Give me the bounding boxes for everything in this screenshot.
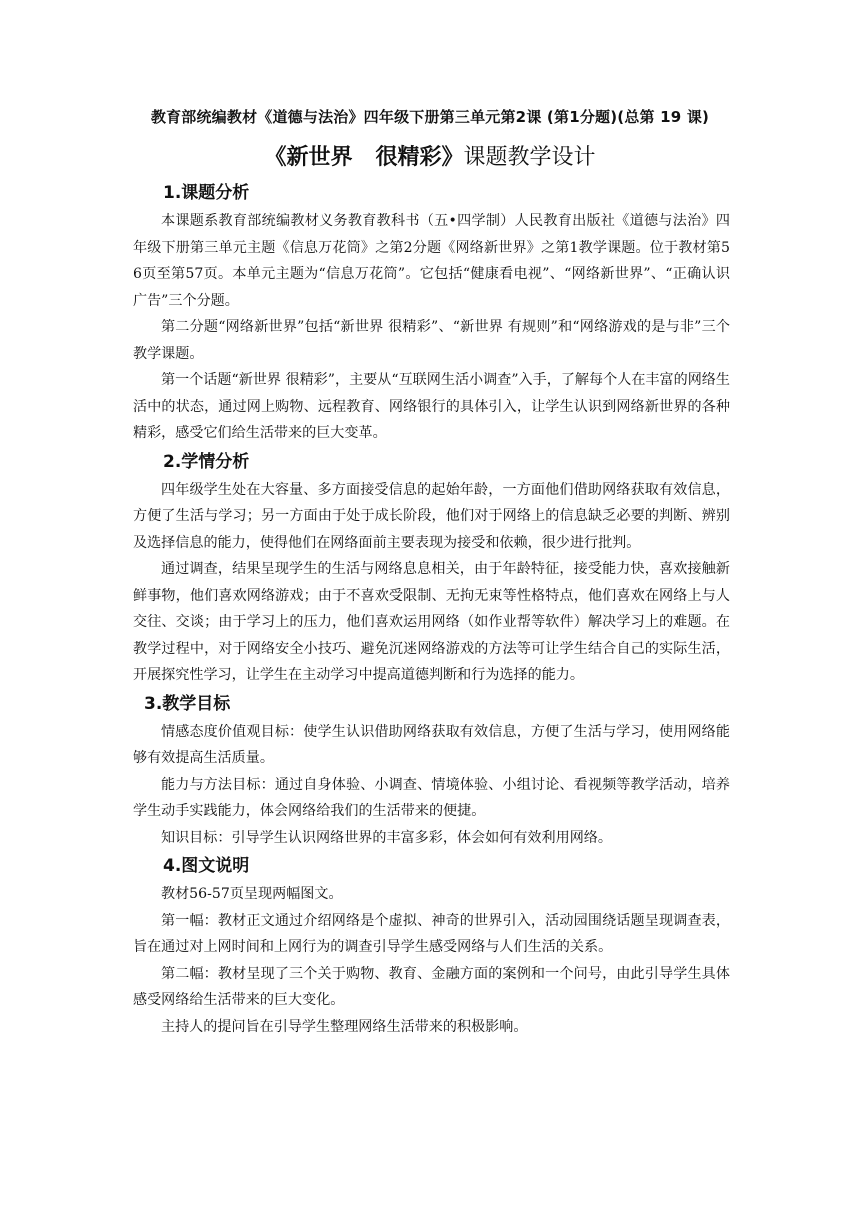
paragraph: 第一个话题“新世界 很精彩”，主要从“互联网生活小调查”入手，了解每个人在丰富的网络生活中的状态，通过网上购物、远程教育、网络银行的具体引入，让学生认识到网络新世界的各种精彩，感受它们给生活带来的巨大变革。 (133, 372, 730, 441)
document-title-suffix: 课题教学设计 (463, 145, 596, 170)
section-heading: 4.图文说明 (163, 856, 250, 876)
paragraph: 四年级学生处在大容量、多方面接受信息的起始年龄，一方面他们借助网络获取有效信息，方便了生活与学习；另一方面由于处于成长阶段，他们对于网络上的信息缺乏必要的判断、辨别及选择信息的能力，使得他们在网络面前主要表现为接受和依赖，很少进行批判。 (133, 481, 730, 551)
paragraph: 能力与方法目标：通过自身体验、小调查、情境体验、小组讨论、看视频等教学活动，培养学生动手实践能力，体会网络给我们的生活带来的便捷。 (133, 776, 730, 819)
document-title (0, 140, 860, 171)
paragraph: 第二幅：教材呈现了三个关于购物、教育、金融方面的案例和一个问号，由此引导学生具体感受网络给生活带来的巨大变化。 (133, 965, 730, 1008)
section-image-text-notes (133, 851, 730, 1040)
section-student-analysis (133, 447, 730, 689)
section-heading: 2.学情分析 (163, 451, 250, 472)
document-header: 教育部统编教材《道德与法治》四年级下册第三单元第2课 (第1分题)(总第 19 课) (150, 108, 710, 126)
section-heading: 3.教学目标 (144, 693, 231, 714)
document-body (133, 178, 730, 1040)
paragraph: 教材56-57页呈现两幅图文。 (161, 886, 343, 902)
paragraph: 主持人的提问旨在引导学生整理网络生活带来的积极影响。 (161, 1018, 528, 1035)
section-course-analysis (133, 178, 730, 447)
paragraph: 知识目标：引导学生认识网络世界的丰富多彩，体会如何有效利用网络。 (161, 829, 612, 846)
section-heading: 1.课题分析 (163, 183, 250, 203)
paragraph: 本课题系教育部统编教材义务教育教科书（五•四学制）人民教育出版社《道德与法治》四年级下册第三单元主题《信息万花筒》之第2分题《网络新世界》之第1教学课题。位于教材第56页至第57页。本单元主题为“信息万花筒”。它包括“健康看电视”、“网络新世界”、“正确认识广告”三个分题。 (133, 213, 730, 309)
paragraph: 通过调查，结果呈现学生的生活与网络息息相关，由于年龄特征，接受能力快，喜欢接触新鲜事物，他们喜欢网络游戏；由于不喜欢受限制、无拘无束等性格特点，他们喜欢在网络上与人交往、交谈；由于学习上的压力，他们喜欢运用网络（如作业帮等软件）解决学习上的难题。在教学过程中，对于网络安全小技巧、避免沉迷网络游戏的方法等可让学生结合自己的实际生活，开展探究性学习，让学生在主动学习中提高道德判断和行为选择的能力。 (133, 561, 730, 683)
paragraph: 第二分题“网络新世界”包括“新世界 很精彩”、“新世界 有规则”和“网络游戏的是与非”三个教学课题。 (133, 319, 730, 362)
document-title-main: 《新世界 很精彩》 (264, 145, 464, 170)
paragraph: 情感态度价值观目标：使学生认识借助网络获取有效信息，方便了生活与学习，使用网络能够有效提高生活质量。 (133, 723, 730, 766)
paragraph: 第一幅：教材正文通过介绍网络是个虚拟、神奇的世界引入，活动园围绕话题呈现调查表，旨在通过对上网时间和上网行为的调查引导学生感受网络与人们生活的关系。 (133, 912, 730, 955)
section-teaching-goals (133, 689, 730, 852)
